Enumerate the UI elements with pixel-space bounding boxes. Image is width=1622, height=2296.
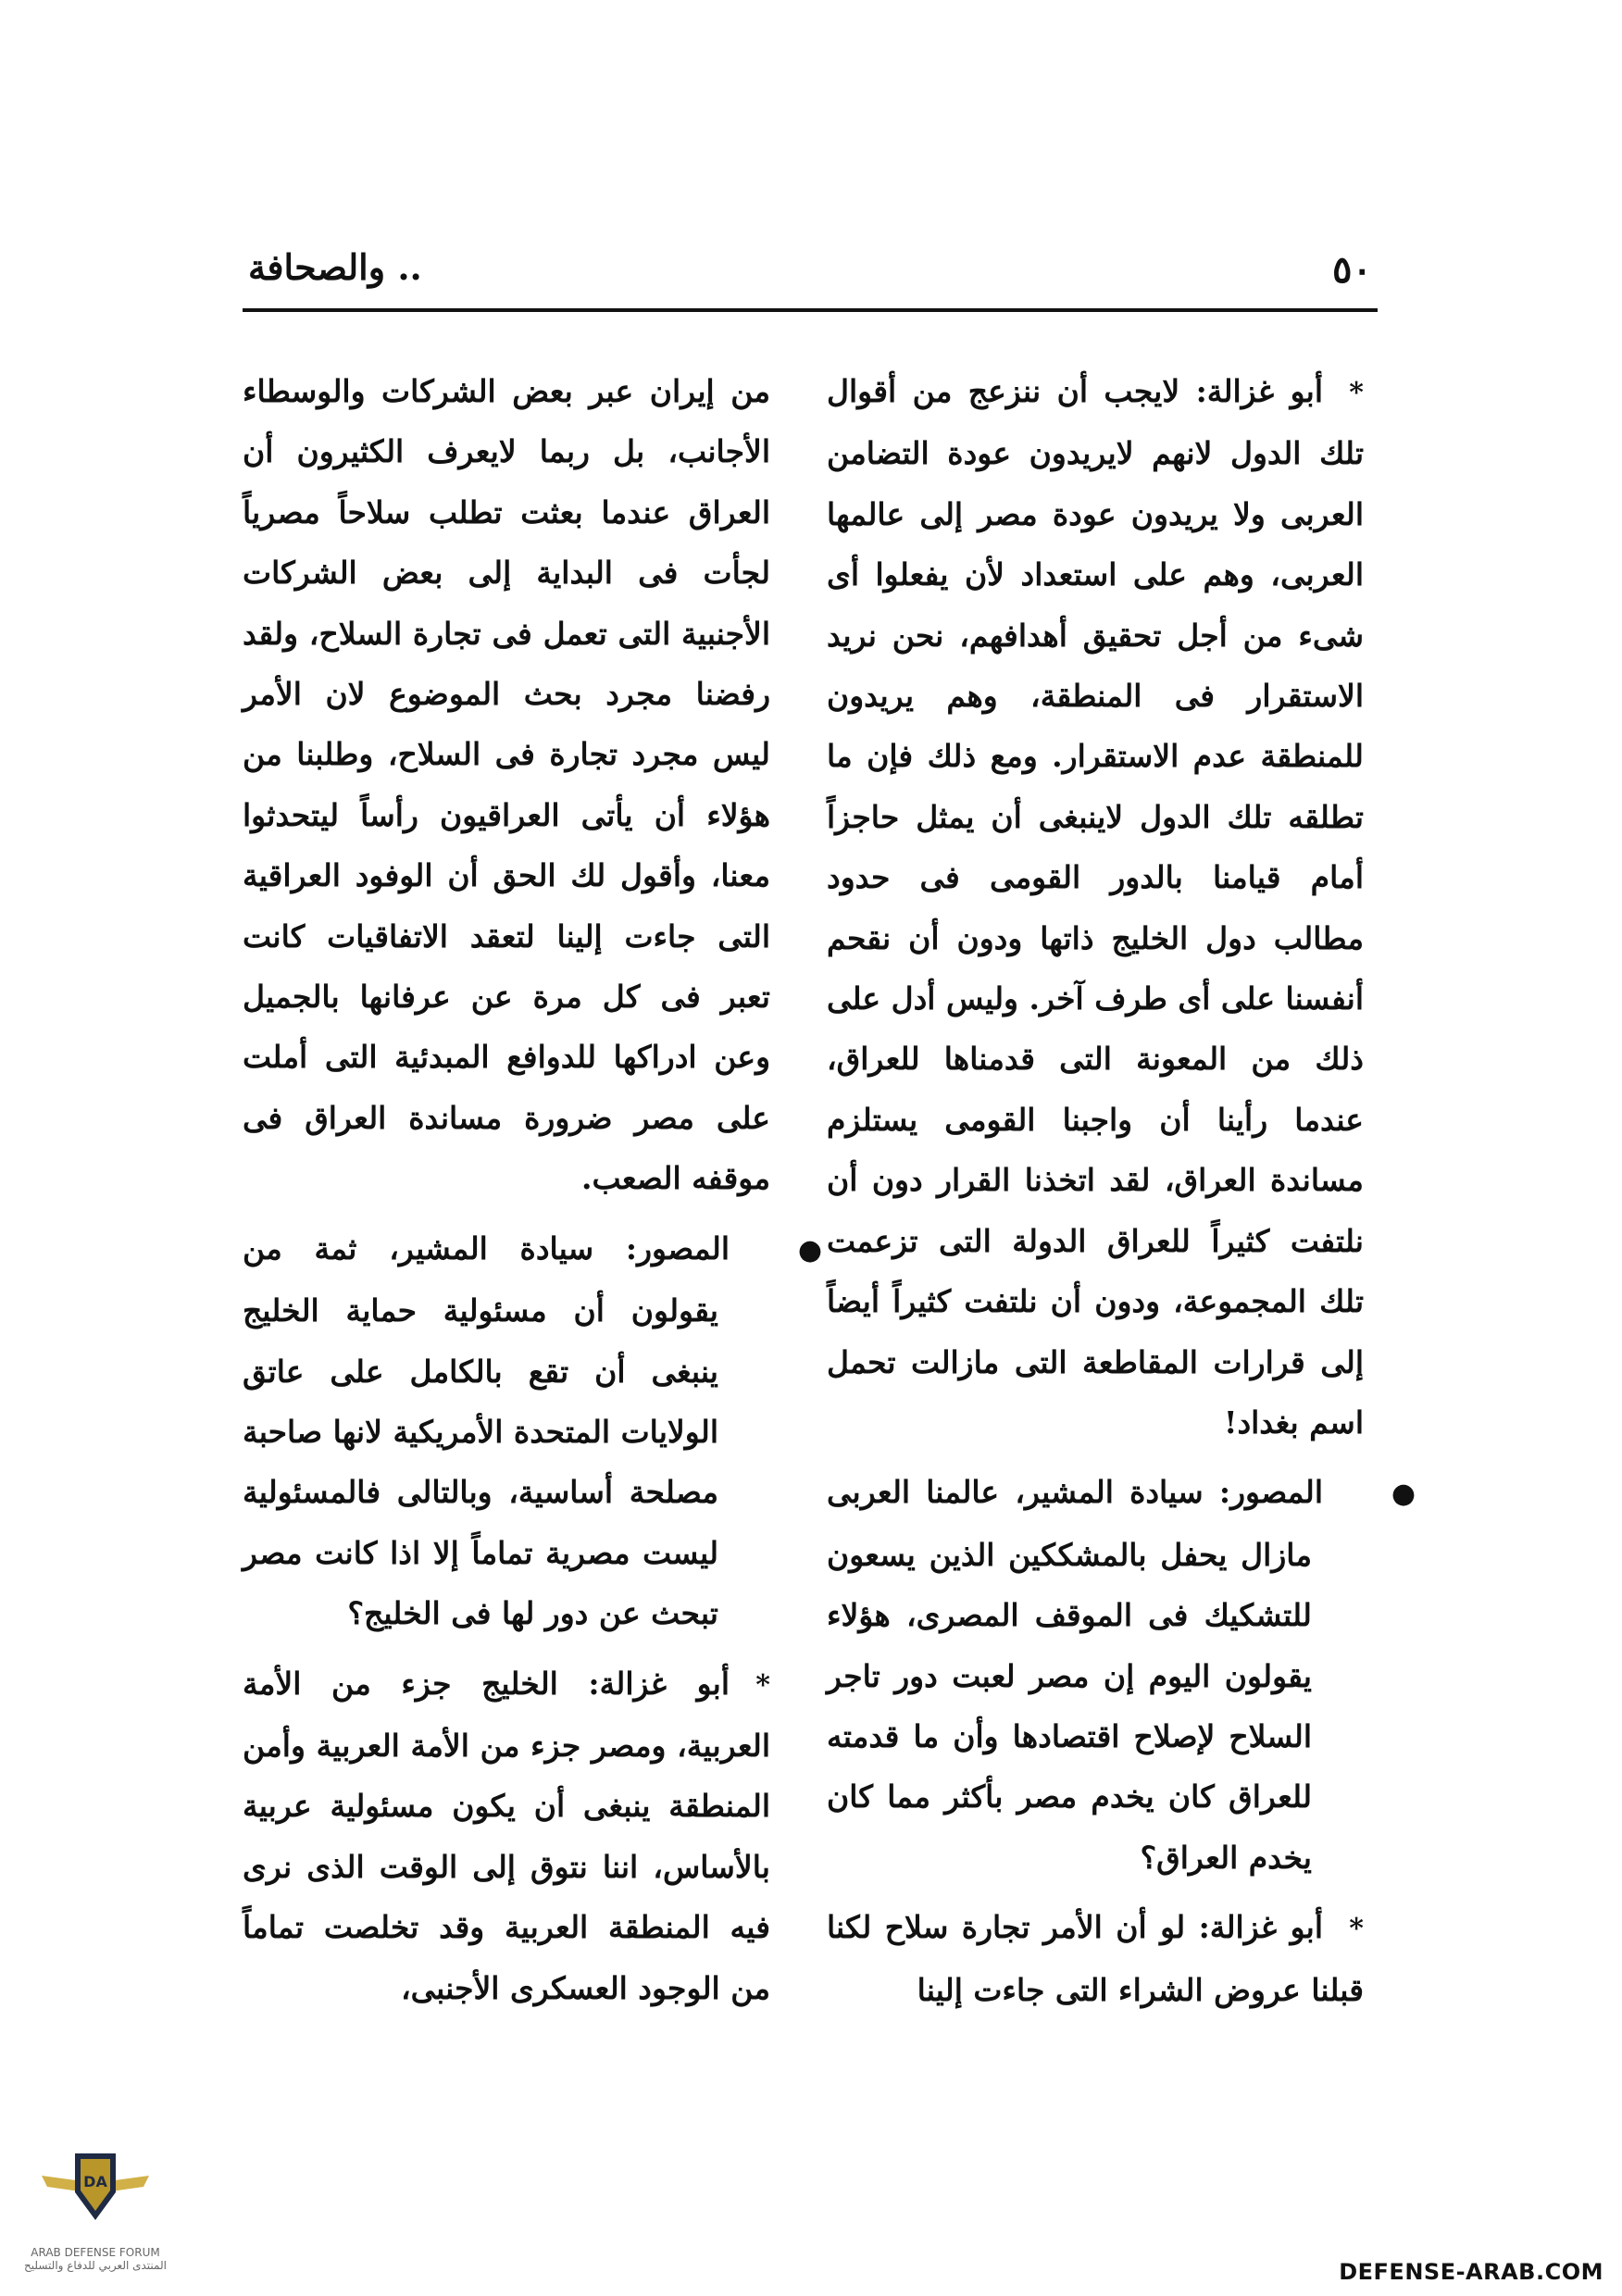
forum-watermark xyxy=(17,2146,174,2285)
paragraph-answer xyxy=(827,361,1364,1453)
paragraph-text: المصور: سيادة المشير، عالمنا العربى مازال يحفل بالمشككين الذين يسعون للتشكيك فى الموقف المصرى، هؤلاء يقولون اليوم إن مصر لعبت دور تاجر السلاح لإصلاح اقتصادها وأن ما قدمته للعراق كان يخدم مصر بأكثر مما كان يخدم العراق؟ xyxy=(827,1474,1323,1876)
header-rule xyxy=(243,308,1378,312)
paragraph-answer xyxy=(243,1653,770,2018)
logo-initials: DA xyxy=(83,2173,107,2190)
running-header xyxy=(243,243,1378,309)
left-column xyxy=(243,361,822,2074)
bullet-marker: ● xyxy=(1391,1478,1416,1511)
running-title: .. والصحافة xyxy=(248,246,422,288)
page-number: ٥٠ xyxy=(1332,248,1372,292)
paragraph-question xyxy=(243,1218,822,1644)
asterisk-marker: * xyxy=(1349,377,1364,409)
paragraph-continuation xyxy=(243,361,770,1209)
paragraph-question xyxy=(827,1462,1416,1888)
watermark-line-english: ARAB DEFENSE FORUM xyxy=(31,2246,160,2259)
paragraph-text: أبو غزالة: لايجب أن ننزعج من أقوال تلك الدول لانهم لايريدون عودة التضامن العربى ولا يريدون عودة مصر إلى عالمها العربى، وهم على استعداد لأن يفعلوا أى شىء من أجل تحقيق أهدافهم، نحن نريد الاستقرار فى المنطقة، وهم يريدون للمنطقة عدم الاستقرار. ومع ذلك فإن ما تطلقه تلك الدول لاينبغى أن يمثل حاجزاً أمام قيامنا بالدور القومى فى حدود مطالب دول الخليج ذاتها ودون أن نقحم أنفسنا على أى طرف آخر. وليس أدل على ذلك من المعونة التى قدمناها للعراق، عندما رأينا أن واجبنا القومى يستلزم مساندة العراق، لقد اتخذنا القرار دون أن نلتفت كثيراً للعراق الدولة التى تزعمت تلك المجموعة، ودون أن نلتفت كثيراً أيضاً إلى قرارات المقاطعة التى مازالت تحمل اسم بغداد! xyxy=(827,373,1364,1441)
asterisk-marker: * xyxy=(755,1668,770,1702)
watermark-line-arabic: المنتدى العربي للدفاع والتسليح xyxy=(24,2259,167,2272)
paragraph-text: من إيران عبر بعض الشركات والوسطاء الأجانب، بل ربما لايعرف الكثيرون أن العراق عندما بعثت تطلب سلاحاً مصرياً لجأت فى البداية إلى بعض الشركات الأجنبية التى تعمل فى تجارة السلاح، ولقد رفضنا مجرد بحث الموضوع لان الأمر ليس مجرد تجارة فى السلاح، وطلبنا من هؤلاء أن يأتى العراقيون رأساً ليتحدثوا معنا، وأقول لك الحق أن الوفود العراقية التى جاءت إلينا لتعقد الاتفاقيات كانت تعبر فى كل مرة عن عرفانها بالجميل وعن ادراكها للدوافع المبدئية التى أملت على مصر ضرورة مساندة العراق فى موقفه الصعب. xyxy=(243,373,770,1197)
right-column xyxy=(827,361,1416,2074)
paragraph-text: المصور: سيادة المشير، ثمة من يقولون أن مسئولية حماية الخليج ينبغى أن تقع بالكامل على عاتق الولايات المتحدة الأمريكية لانها صاحبة مصلحة أساسية، وبالتالى فالمسئولية ليست مصرية تماماً إلا اذا كانت مصر تبحث عن دور لها فى الخليج؟ xyxy=(243,1229,730,1632)
forum-logo-icon xyxy=(40,2146,151,2246)
site-url: DEFENSE-ARAB.COM xyxy=(1339,2259,1603,2285)
paragraph-text: أبو غزالة: الخليج جزء من الأمة العربية، ومصر جزء من الأمة العربية وأمن المنطقة ينبغى أن يكون مسئولية عربية بالأساس، اننا نتوق إلى الوقت الذى نرى فيه المنطقة العربية وقد تخلصت تماماً من الوجود العسكرى الأجنبى، xyxy=(243,1665,770,2006)
paragraph-text: أبو غزالة: لو أن الأمر تجارة سلاح لكنا قبلنا عروض الشراء التى جاءت إلينا xyxy=(827,1909,1364,2008)
bullet-marker: ● xyxy=(797,1233,822,1267)
asterisk-marker: * xyxy=(1349,1913,1364,1946)
paragraph-answer xyxy=(827,1897,1364,2020)
